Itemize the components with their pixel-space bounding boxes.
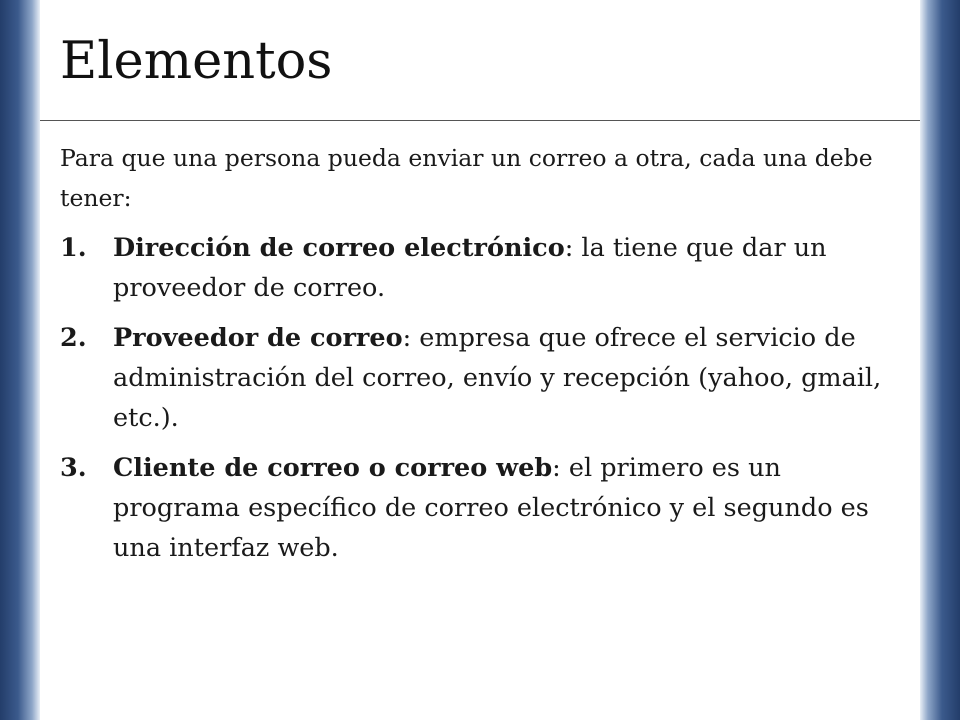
right-decorative-band (920, 0, 960, 720)
elements-list (60, 228, 910, 568)
list-item-term: Cliente de correo o correo web (113, 453, 553, 483)
intro-text: Para que una persona pueda enviar un correo a otra, cada una debe tener: (60, 144, 873, 212)
list-item-number: 3. (60, 453, 87, 483)
slide-title: Elementos (60, 32, 333, 91)
list-item (60, 448, 910, 568)
left-decorative-band (0, 0, 40, 720)
list-item-term: Proveedor de correo (113, 323, 403, 353)
list-item-number: 1. (60, 233, 87, 263)
list-item-description: : el primero es un programa específico de correo electrónico y el segundo es una interfaz web. (113, 453, 869, 563)
list-item-description: : empresa que ofrece el servicio de administración del correo, envío y recepción (yahoo, gmail, etc.). (113, 323, 882, 433)
list-item-term: Dirección de correo electrónico (113, 233, 565, 263)
slide-body (60, 138, 910, 578)
list-item (60, 228, 910, 308)
list-item-description: : la tiene que dar un proveedor de correo. (113, 233, 827, 303)
title-divider (40, 120, 920, 121)
list-item-number: 2. (60, 323, 87, 353)
list-item (60, 318, 910, 438)
